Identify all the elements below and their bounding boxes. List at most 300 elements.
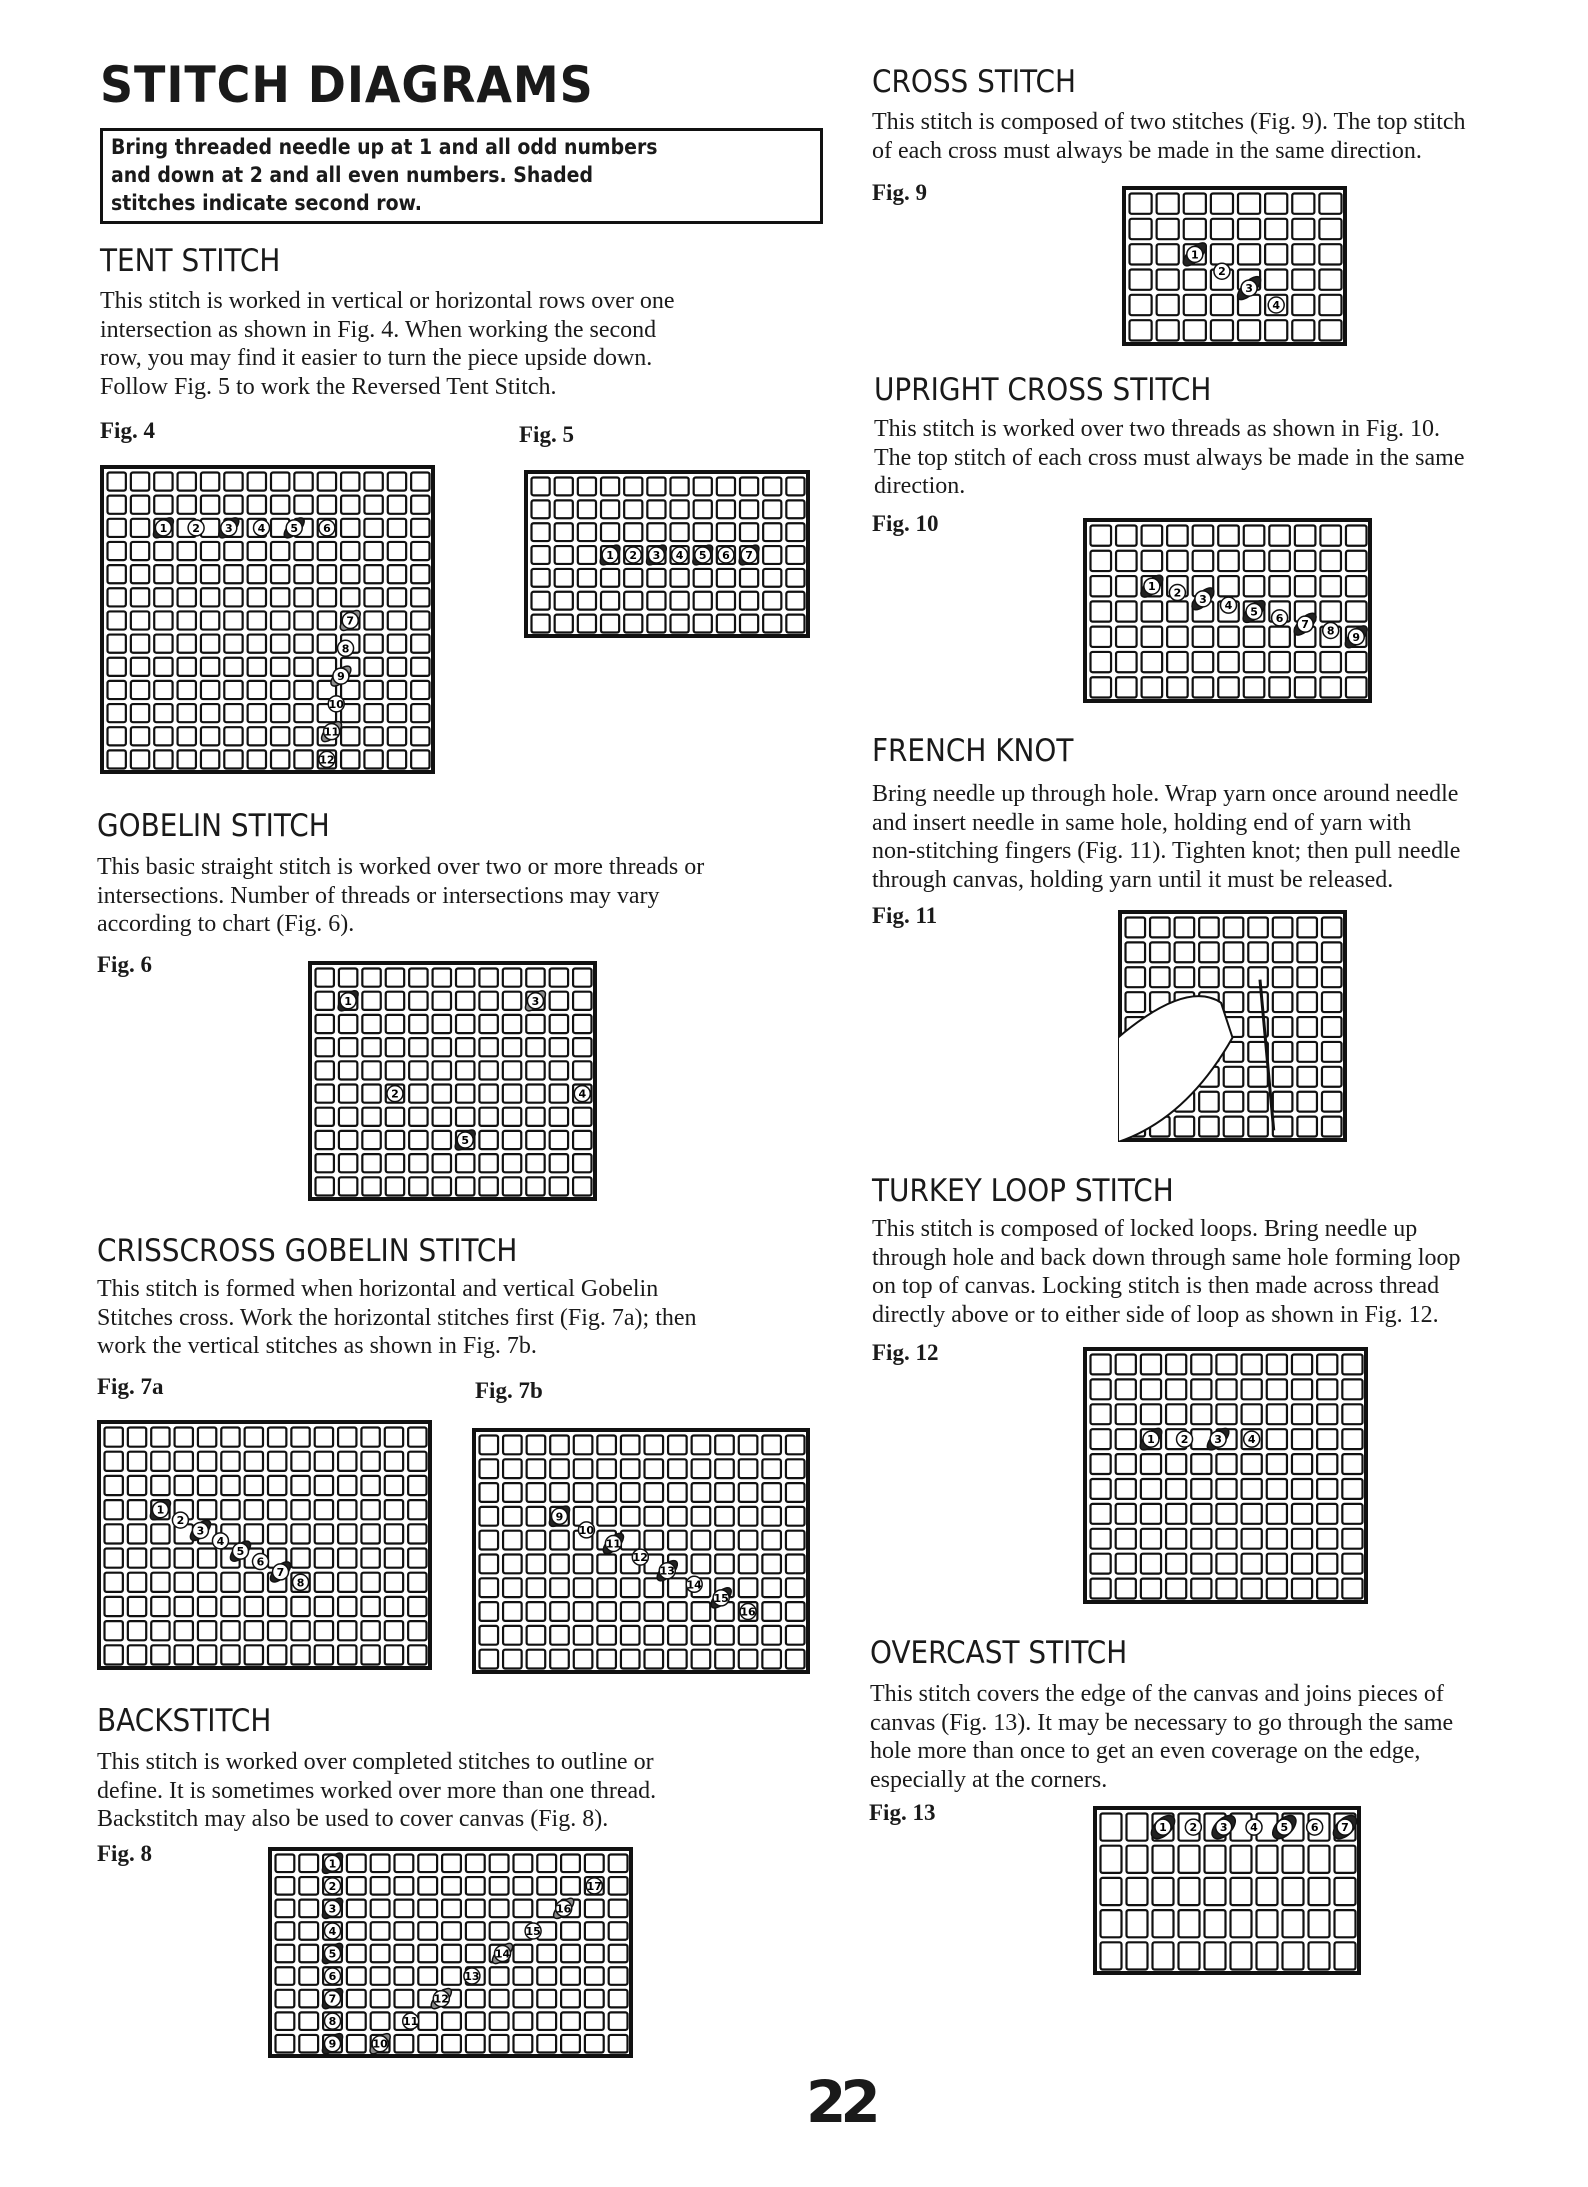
canvas-hole <box>456 1108 474 1126</box>
svg-text:7: 7 <box>745 549 753 562</box>
canvas-hole <box>480 1602 499 1621</box>
canvas-hole <box>433 969 451 987</box>
canvas-hole <box>411 496 429 514</box>
stitch-number <box>387 1086 403 1102</box>
canvas-hole <box>1317 1554 1337 1574</box>
canvas-hole <box>268 1476 286 1495</box>
canvas-hole <box>561 1990 580 2008</box>
canvas-hole <box>408 1621 426 1640</box>
canvas-hole <box>1267 1479 1287 1499</box>
stitch-number <box>495 1946 511 1962</box>
canvas-hole <box>645 1650 664 1669</box>
canvas-hole <box>1320 677 1341 697</box>
canvas-hole <box>1116 576 1137 596</box>
canvas-hole <box>1184 320 1206 340</box>
svg-text:1: 1 <box>1147 1433 1155 1447</box>
stitch-number <box>525 1923 541 1939</box>
canvas-hole <box>151 1428 169 1447</box>
canvas-hole <box>291 1549 309 1568</box>
canvas-hole <box>555 478 573 496</box>
canvas-hole <box>624 592 642 610</box>
canvas-hole <box>128 1645 146 1664</box>
canvas-hole <box>1175 1117 1195 1137</box>
stitch-number <box>1214 263 1230 279</box>
canvas-hole <box>388 496 406 514</box>
canvas-hole <box>573 1061 591 1079</box>
canvas-hole <box>1142 627 1163 647</box>
canvas-hole <box>198 1597 216 1616</box>
canvas-hole <box>388 519 406 537</box>
canvas-hole <box>201 635 219 653</box>
canvas-hole <box>578 523 596 541</box>
canvas-hole <box>1216 1554 1236 1574</box>
canvas-hole <box>1267 1529 1287 1549</box>
canvas-hole <box>717 592 735 610</box>
svg-text:5: 5 <box>290 521 299 535</box>
canvas-hole <box>609 1877 628 1895</box>
canvas-hole <box>1116 1554 1136 1574</box>
canvas-hole <box>786 500 804 518</box>
canvas-hole <box>315 1476 333 1495</box>
canvas-hole <box>1342 1429 1362 1449</box>
canvas-hole <box>339 1061 357 1079</box>
stitch-number <box>333 668 349 684</box>
canvas-hole <box>668 1531 687 1550</box>
canvas-hole <box>315 1500 333 1519</box>
canvas-hole <box>108 519 126 537</box>
canvas-hole <box>692 1626 711 1645</box>
svg-text:14: 14 <box>494 1947 511 1961</box>
canvas-hole <box>490 1967 509 1985</box>
svg-text:2: 2 <box>328 1879 337 1893</box>
canvas-hole <box>740 523 758 541</box>
canvas-hole <box>1309 1910 1330 1937</box>
canvas-hole <box>490 2012 509 2030</box>
stitch-number <box>338 640 354 656</box>
canvas-hole <box>456 1154 474 1172</box>
canvas-hole <box>740 478 758 496</box>
canvas-hole <box>442 1855 461 1873</box>
canvas-hole <box>1319 320 1341 340</box>
canvas-hole <box>1295 652 1316 672</box>
canvas-hole <box>201 658 219 676</box>
canvas-hole <box>1297 1017 1317 1037</box>
svg-text:1: 1 <box>1190 248 1199 262</box>
fig11-french-knot-illustration <box>1118 910 1347 1142</box>
svg-text:2: 2 <box>1173 586 1182 600</box>
canvas-hole <box>1216 1504 1236 1524</box>
canvas-hole <box>561 1922 580 1940</box>
canvas-hole <box>248 635 266 653</box>
canvas-hole <box>408 1573 426 1592</box>
canvas-hole <box>411 519 429 537</box>
canvas-hole <box>527 1507 546 1526</box>
canvas-hole <box>108 727 126 745</box>
canvas-hole <box>503 1578 522 1597</box>
stitch-number <box>325 1923 341 1939</box>
canvas-hole <box>1224 1067 1244 1087</box>
canvas-hole <box>318 588 336 606</box>
stitch-number <box>586 1878 602 1894</box>
canvas-hole <box>105 1597 123 1616</box>
canvas-hole <box>221 1621 239 1640</box>
canvas-hole <box>1216 1479 1236 1499</box>
canvas-hole <box>128 1621 146 1640</box>
canvas-hole <box>442 2012 461 2030</box>
canvas-hole <box>645 1483 664 1502</box>
fig13-overcast-diagram <box>1093 1806 1361 1975</box>
canvas-hole <box>1317 1355 1337 1375</box>
canvas-hole <box>480 1507 499 1526</box>
canvas-hole <box>1179 1942 1200 1969</box>
canvas-hole <box>1319 194 1341 214</box>
stitch-number <box>1244 1431 1260 1447</box>
canvas-hole <box>762 1436 781 1455</box>
canvas-hole <box>550 1650 569 1669</box>
canvas-hole <box>411 750 429 768</box>
canvas-hole <box>316 969 334 987</box>
heading-tent-stitch: TENT STITCH <box>100 243 281 279</box>
canvas-hole <box>1292 1404 1312 1424</box>
body-crisscross-gobelin <box>97 1275 697 1361</box>
fig9-label: Fig. 9 <box>872 180 927 205</box>
canvas-hole <box>786 1531 805 1550</box>
canvas-hole <box>341 496 359 514</box>
canvas-hole <box>316 1061 334 1079</box>
canvas-hole <box>550 1108 568 1126</box>
canvas-hole <box>1322 1017 1342 1037</box>
canvas-hole <box>105 1549 123 1568</box>
canvas-hole <box>388 542 406 560</box>
canvas-hole <box>409 1038 427 1056</box>
canvas-hole <box>131 681 149 699</box>
canvas-hole <box>1101 1814 1122 1841</box>
canvas-hole <box>1126 992 1146 1012</box>
svg-text:11: 11 <box>605 1537 622 1551</box>
canvas-hole <box>364 681 382 699</box>
stitch-number <box>319 751 335 767</box>
canvas-hole <box>715 1483 734 1502</box>
canvas-hole <box>550 1531 569 1550</box>
canvas-hole <box>503 1436 522 1455</box>
canvas-hole <box>527 1483 546 1502</box>
canvas-hole <box>221 1428 239 1447</box>
canvas-hole <box>341 519 359 537</box>
canvas-hole <box>1157 320 1179 340</box>
canvas-hole <box>294 565 312 583</box>
canvas-hole <box>526 1177 544 1195</box>
canvas-hole <box>537 2012 556 2030</box>
canvas-hole <box>624 500 642 518</box>
canvas-hole <box>585 1855 604 1873</box>
canvas-hole <box>178 681 196 699</box>
canvas-hole <box>1231 1910 1252 1937</box>
canvas-hole <box>740 569 758 587</box>
canvas-hole <box>175 1597 193 1616</box>
canvas-hole <box>647 569 665 587</box>
canvas-hole <box>108 473 126 491</box>
canvas-hole <box>480 1459 499 1478</box>
svg-text:4: 4 <box>216 1534 225 1548</box>
fig7b-crisscross-diagram <box>472 1428 810 1674</box>
body-line: and insert needle in same hole, holding end of yarn with <box>872 809 1412 836</box>
canvas-hole <box>1265 244 1287 264</box>
canvas-hole <box>1130 270 1152 290</box>
canvas-hole <box>624 478 642 496</box>
canvas-hole <box>1141 1479 1161 1499</box>
canvas-hole <box>221 1573 239 1592</box>
canvas-hole <box>318 635 336 653</box>
stitch-number <box>221 520 237 536</box>
canvas-hole <box>131 473 149 491</box>
canvas-hole <box>514 1945 533 1963</box>
canvas-hole <box>175 1573 193 1592</box>
canvas-hole <box>578 546 596 564</box>
canvas-hole <box>268 1645 286 1664</box>
canvas-hole <box>715 1436 734 1455</box>
canvas-hole <box>245 1452 263 1471</box>
canvas-hole <box>555 592 573 610</box>
canvas-hole <box>271 658 289 676</box>
canvas-hole <box>532 546 550 564</box>
canvas-hole <box>385 1645 403 1664</box>
svg-text:3: 3 <box>1199 592 1207 606</box>
canvas-hole <box>647 615 665 633</box>
canvas-hole <box>361 1621 379 1640</box>
canvas-hole <box>1166 1554 1186 1574</box>
canvas-hole <box>411 611 429 629</box>
canvas-hole <box>1216 1579 1236 1599</box>
stitch-number <box>212 1533 228 1549</box>
canvas-hole <box>739 1578 758 1597</box>
canvas-hole <box>574 1602 593 1621</box>
svg-text:8: 8 <box>296 1576 305 1590</box>
canvas-hole <box>248 496 266 514</box>
canvas-hole <box>442 1945 461 1963</box>
stitch-number <box>286 520 302 536</box>
canvas-hole <box>645 1507 664 1526</box>
canvas-hole <box>763 592 781 610</box>
canvas-hole <box>1091 1429 1111 1449</box>
canvas-hole <box>550 1154 568 1172</box>
canvas-hole <box>291 1476 309 1495</box>
canvas-hole <box>362 969 380 987</box>
svg-text:5: 5 <box>1280 1821 1289 1835</box>
canvas-hole <box>386 969 404 987</box>
canvas-hole <box>480 1626 499 1645</box>
canvas-hole <box>268 1621 286 1640</box>
canvas-hole <box>1309 1878 1330 1905</box>
canvas-hole <box>1141 1504 1161 1524</box>
canvas-hole <box>1269 526 1290 546</box>
canvas-hole <box>385 1476 403 1495</box>
canvas-hole <box>409 1015 427 1033</box>
canvas-hole <box>762 1626 781 1645</box>
stitch-number <box>625 547 641 563</box>
canvas-hole <box>299 1945 318 1963</box>
canvas-hole <box>671 500 689 518</box>
body-line: non-stitching fingers (Fig. 11). Tighten knot; then pull needle <box>872 838 1461 864</box>
canvas-hole <box>527 1459 546 1478</box>
canvas-hole <box>786 1507 805 1526</box>
canvas-hole <box>175 1549 193 1568</box>
canvas-hole <box>763 569 781 587</box>
canvas-hole <box>645 1436 664 1455</box>
stitch-number <box>155 520 171 536</box>
svg-text:7: 7 <box>1301 618 1309 632</box>
canvas-hole <box>385 1428 403 1447</box>
canvas-hole <box>385 1500 403 1519</box>
canvas-hole <box>503 1061 521 1079</box>
svg-text:2: 2 <box>1218 265 1226 279</box>
canvas-hole <box>151 1476 169 1495</box>
canvas-hole <box>299 1855 318 1873</box>
canvas-hole <box>105 1524 123 1543</box>
canvas-hole <box>1101 1942 1122 1969</box>
canvas-hole <box>621 1459 640 1478</box>
canvas-hole <box>1116 1454 1136 1474</box>
instructions-box <box>100 128 823 224</box>
canvas-hole <box>108 496 126 514</box>
canvas-hole <box>1238 320 1260 340</box>
canvas-hole <box>1335 1942 1356 1969</box>
stitch-number <box>342 613 358 629</box>
canvas-hole <box>1191 1355 1211 1375</box>
svg-text:3: 3 <box>652 549 661 562</box>
canvas-hole <box>128 1524 146 1543</box>
canvas-hole <box>1179 1846 1200 1873</box>
canvas-hole <box>1116 1404 1136 1424</box>
canvas-hole <box>316 1131 334 1149</box>
canvas-hole <box>411 658 429 676</box>
svg-text:9: 9 <box>337 670 345 684</box>
canvas-hole <box>271 496 289 514</box>
canvas-hole <box>248 727 266 745</box>
canvas-hole <box>418 2012 437 2030</box>
canvas-hole <box>514 1967 533 1985</box>
canvas-hole <box>503 1626 522 1645</box>
canvas-hole <box>1218 526 1239 546</box>
canvas-hole <box>221 1476 239 1495</box>
canvas-hole <box>1091 551 1112 571</box>
canvas-hole <box>1342 1579 1362 1599</box>
svg-text:4: 4 <box>578 1087 587 1101</box>
canvas-hole <box>1238 194 1260 214</box>
canvas-hole <box>763 546 781 564</box>
stitch-number <box>325 2013 341 2029</box>
canvas-hole <box>201 704 219 722</box>
canvas-hole <box>338 1645 356 1664</box>
canvas-hole <box>1193 627 1214 647</box>
canvas-hole <box>762 1602 781 1621</box>
canvas-hole <box>409 1177 427 1195</box>
canvas-hole <box>1269 652 1290 672</box>
canvas-hole <box>1346 576 1367 596</box>
canvas-hole <box>532 500 550 518</box>
canvas-hole <box>198 1476 216 1495</box>
canvas-hole <box>105 1452 123 1471</box>
canvas-hole <box>740 500 758 518</box>
canvas-hole <box>550 1459 569 1478</box>
canvas-hole <box>128 1452 146 1471</box>
canvas-hole <box>466 1855 485 1873</box>
canvas-hole <box>338 1452 356 1471</box>
canvas-hole <box>490 1990 509 2008</box>
canvas-hole <box>154 681 172 699</box>
canvas-hole <box>1157 270 1179 290</box>
canvas-hole <box>555 615 573 633</box>
canvas-hole <box>480 1578 499 1597</box>
fig8-label: Fig. 8 <box>97 1841 152 1866</box>
svg-text:6: 6 <box>256 1555 265 1569</box>
canvas-hole <box>763 500 781 518</box>
canvas-hole <box>151 1452 169 1471</box>
canvas-hole <box>1091 677 1112 697</box>
canvas-hole <box>268 1524 286 1543</box>
canvas-hole <box>341 542 359 560</box>
instruction-line: and down at 2 and all even numbers. Shaded <box>111 163 594 187</box>
canvas-hole <box>362 1177 380 1195</box>
canvas-hole <box>108 588 126 606</box>
fig7b-label: Fig. 7b <box>475 1378 543 1403</box>
canvas-hole <box>1141 1529 1161 1549</box>
canvas-hole <box>561 2035 580 2053</box>
canvas-hole <box>154 542 172 560</box>
canvas-hole <box>364 611 382 629</box>
heading-cross-stitch: CROSS STITCH <box>872 64 1076 100</box>
canvas-hole <box>224 542 242 560</box>
canvas-hole <box>1319 295 1341 315</box>
canvas-hole <box>371 2012 390 2030</box>
canvas-hole <box>609 1967 628 1985</box>
canvas-hole <box>347 1855 366 1873</box>
canvas-hole <box>1091 627 1112 647</box>
canvas-hole <box>1231 1878 1252 1905</box>
svg-text:16: 16 <box>740 1605 756 1619</box>
canvas-hole <box>645 1531 664 1550</box>
canvas-hole <box>1283 1878 1304 1905</box>
canvas-hole <box>1157 219 1179 239</box>
fig4-label: Fig. 4 <box>100 418 155 443</box>
canvas-hole <box>1167 551 1188 571</box>
canvas-hole <box>609 2035 628 2053</box>
canvas-hole <box>1199 1117 1219 1137</box>
canvas-hole <box>762 1507 781 1526</box>
canvas-hole <box>479 1177 497 1195</box>
canvas-hole <box>201 750 219 768</box>
svg-text:14: 14 <box>686 1578 702 1592</box>
canvas-hole <box>601 500 619 518</box>
canvas-hole <box>364 727 382 745</box>
canvas-hole <box>175 1476 193 1495</box>
canvas-hole <box>361 1452 379 1471</box>
canvas-hole <box>527 1602 546 1621</box>
canvas-hole <box>338 1573 356 1592</box>
canvas-hole <box>597 1436 616 1455</box>
canvas-hole <box>341 588 359 606</box>
stitch-number <box>1241 280 1257 296</box>
canvas-hole <box>1166 1355 1186 1375</box>
body-line: on top of canvas. Locking stitch is then made across thread <box>872 1273 1440 1299</box>
canvas-hole <box>479 1038 497 1056</box>
canvas-hole <box>503 1085 521 1103</box>
canvas-hole <box>271 750 289 768</box>
canvas-hole <box>151 1645 169 1664</box>
canvas-hole <box>503 1108 521 1126</box>
fig12-label: Fig. 12 <box>872 1340 939 1365</box>
canvas-hole <box>1224 992 1244 1012</box>
canvas-hole <box>154 611 172 629</box>
